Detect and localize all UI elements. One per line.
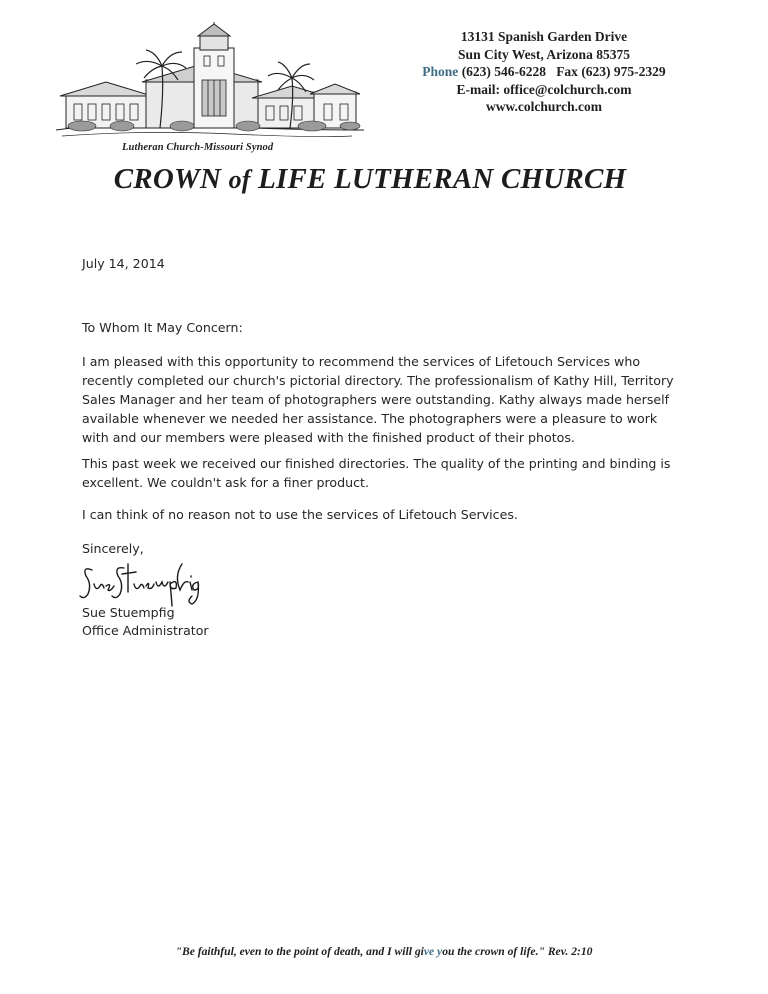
church-name-part1: CROWN xyxy=(113,163,229,195)
footer-scripture-quote xyxy=(0,945,768,958)
salutation: To Whom It May Concern: xyxy=(82,320,243,335)
church-name xyxy=(0,163,740,196)
church-illustration xyxy=(52,22,368,144)
address-city: Sun City West, Arizona 85375 xyxy=(458,46,630,62)
website: www.colchurch.com xyxy=(486,99,602,114)
signer-title: Office Administrator xyxy=(82,623,209,638)
quote-part-1: "Be faithful, even to the point of death, and I will gi xyxy=(175,945,424,958)
body-paragraph-1: I am pleased with this opportunity to recommend the services of Lifetouch Services who recently completed our church's pictorial directory. The professionalism of Kathy Hill, Territory Sales Manager and her team of photographers were outstanding. Kathy always made herself available whenever we needed her assistance. The photographers were a pleasure to work with and our members were pleased with the finished product of their photos. xyxy=(82,354,674,445)
handwritten-signature xyxy=(78,556,208,608)
fax-number: (623) 975-2329 xyxy=(581,64,666,79)
address-street: 13131 Spanish Garden Drive xyxy=(460,29,628,44)
quote-accent: ve y xyxy=(423,945,443,958)
contact-phone-fax xyxy=(396,63,692,81)
fax-label: Fax xyxy=(556,64,578,79)
body-paragraph-3: I can think of no reason not to use the services of Lifetouch Services. xyxy=(82,507,518,522)
church-name-of: of xyxy=(228,165,251,194)
quote-part-2: ou the crown of life." Rev. 2:10 xyxy=(442,945,593,958)
synod-caption: Lutheran Church-Missouri Synod xyxy=(122,142,274,153)
letter-date: July 14, 2014 xyxy=(82,256,165,271)
body-paragraph-2: This past week we received our finished directories. The quality of the printing and binding is excellent. We couldn't ask for a finer product. xyxy=(82,456,671,490)
phone-label: Phone xyxy=(422,64,459,79)
address-block xyxy=(396,28,692,116)
phone-number: (623) 546-6228 xyxy=(461,64,547,79)
contact-email: E-mail: office@colchurch.com xyxy=(456,81,632,97)
signer-name: Sue Stuempfig xyxy=(82,605,175,620)
church-name-part2: LIFE LUTHERAN CHURCH xyxy=(250,163,627,195)
closing: Sincerely, xyxy=(82,541,144,556)
